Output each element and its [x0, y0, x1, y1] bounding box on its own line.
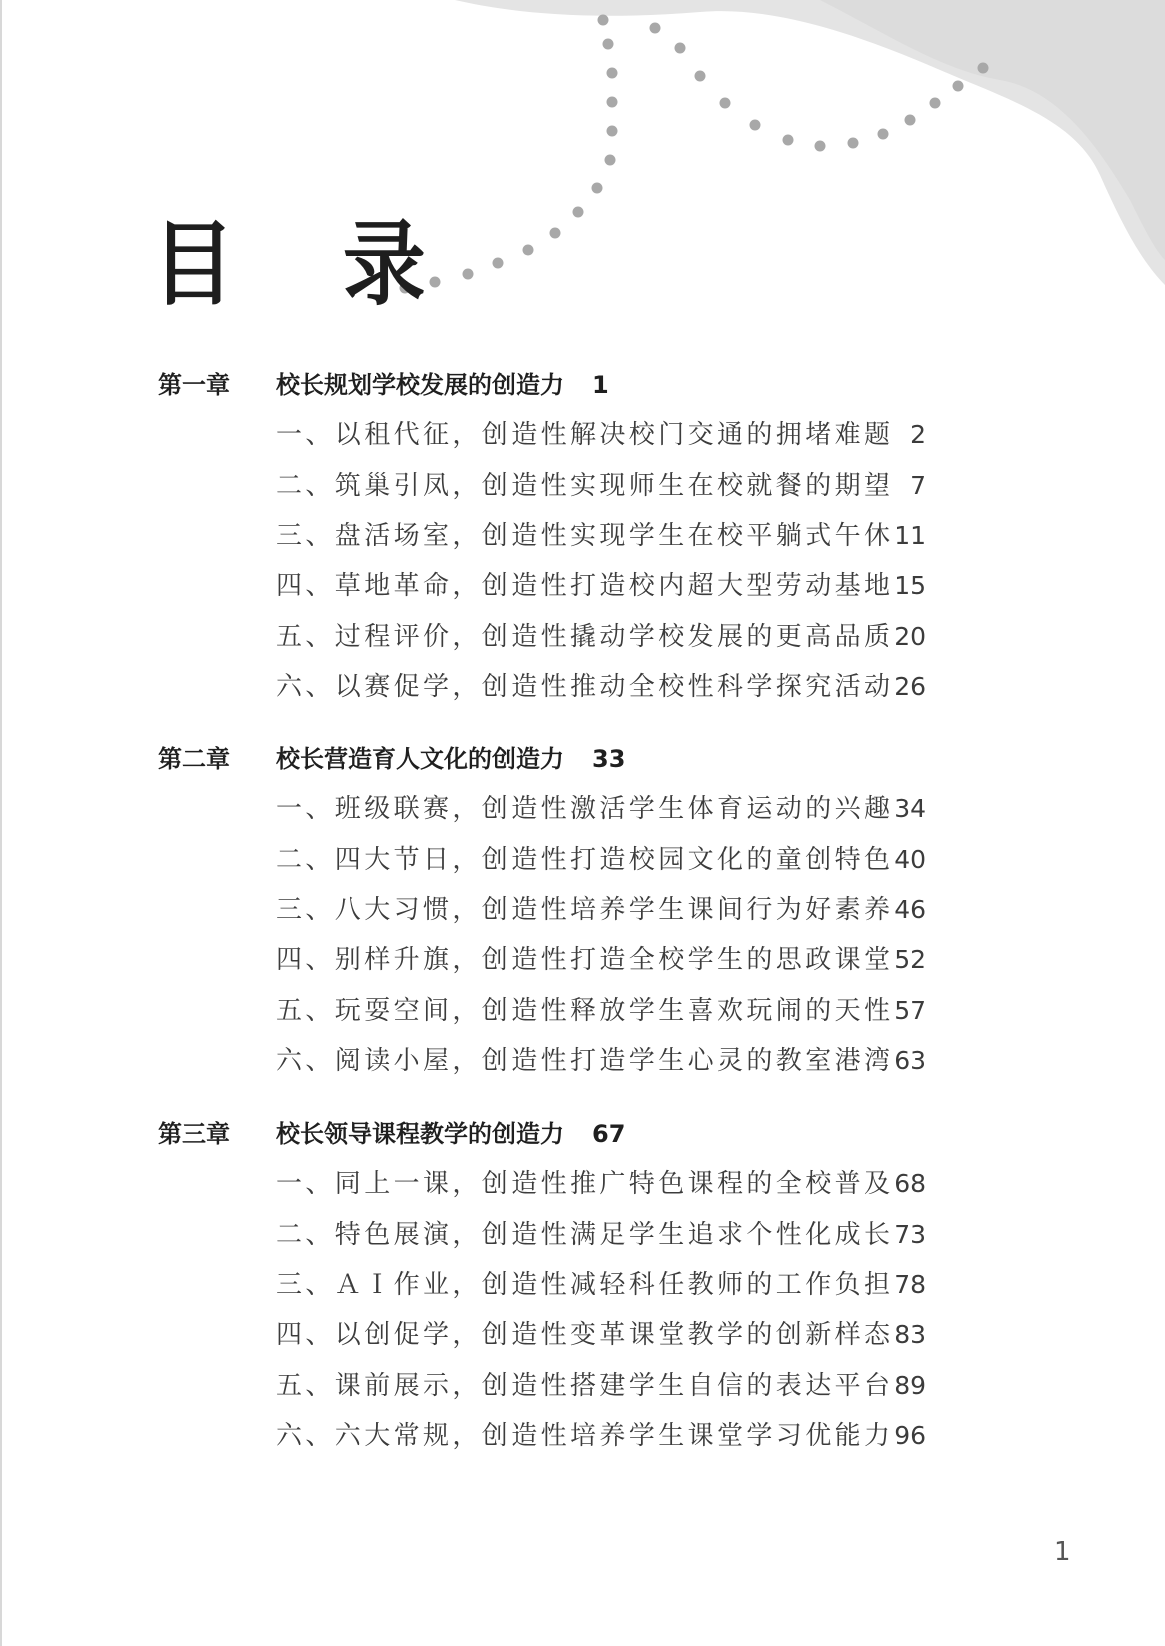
- entry-page-number: 11: [894, 520, 926, 550]
- entry-page-number: 68: [894, 1169, 926, 1199]
- entry-title: 四、以创促学，创造性变革课堂教学的创新样态: [276, 1320, 894, 1351]
- entry-title: 五、课前展示，创造性搭建学生自信的表达平台: [276, 1370, 894, 1401]
- page-title: 目 录: [152, 210, 466, 318]
- entry-page-number: 15: [894, 571, 926, 601]
- chapter-title: 校长营造育人文化的创造力: [276, 745, 564, 773]
- toc-entry[interactable]: [276, 1315, 926, 1355]
- entry-title: 四、草地革命，创造性打造校内超大型劳动基地: [276, 571, 894, 602]
- entry-title: 一、班级联赛，创造性激活学生体育运动的兴趣: [276, 794, 894, 825]
- toc-entry[interactable]: [276, 789, 926, 829]
- entry-title: 六、六大常规，创造性培养学生课堂学习优能力: [276, 1420, 894, 1451]
- entry-page-number: 40: [894, 844, 926, 874]
- toc-entry[interactable]: [276, 617, 926, 657]
- entry-page-number: 2: [910, 420, 926, 450]
- chapter-number: 第一章: [158, 371, 230, 399]
- toc-entry[interactable]: [276, 1416, 926, 1456]
- entry-page-number: 89: [894, 1370, 926, 1400]
- entry-page-number: 63: [894, 1045, 926, 1075]
- entry-title: 一、同上一课，创造性推广特色课程的全校普及: [276, 1169, 894, 1200]
- chapter-title: 校长规划学校发展的创造力: [276, 371, 564, 399]
- chapter-number: 第三章: [158, 1120, 230, 1148]
- entry-title: 三、ＡＩ作业，创造性减轻科任教师的工作负担: [276, 1269, 894, 1300]
- toc-entry[interactable]: [276, 1366, 926, 1406]
- toc-entry[interactable]: [276, 466, 926, 506]
- entry-page-number: 83: [894, 1320, 926, 1350]
- entry-page-number: 57: [894, 995, 926, 1025]
- toc-entry[interactable]: [276, 516, 926, 556]
- entry-page-number: 7: [910, 470, 926, 500]
- toc-entry[interactable]: [276, 840, 926, 880]
- entry-title: 五、过程评价，创造性撬动学校发展的更高品质: [276, 621, 894, 652]
- page-number: 1: [1054, 1537, 1071, 1567]
- toc-entry[interactable]: [276, 940, 926, 980]
- entry-title: 二、特色展演，创造性满足学生追求个性化成长: [276, 1219, 894, 1250]
- toc-entry[interactable]: [276, 415, 926, 455]
- entry-title: 六、阅读小屋，创造性打造学生心灵的教室港湾: [276, 1045, 894, 1076]
- entry-title: 一、以租代征，创造性解决校门交通的拥堵难题: [276, 420, 894, 451]
- entry-page-number: 96: [894, 1420, 926, 1450]
- entry-title: 三、八大习惯，创造性培养学生课间行为好素养: [276, 894, 894, 925]
- chapter-heading[interactable]: [158, 1114, 625, 1154]
- toc-entry[interactable]: [276, 1041, 926, 1081]
- chapter-number: 第二章: [158, 745, 230, 773]
- toc-entry[interactable]: [276, 1215, 926, 1255]
- entry-page-number: 73: [894, 1219, 926, 1249]
- toc-entry[interactable]: [276, 991, 926, 1031]
- entry-title: 四、别样升旗，创造性打造全校学生的思政课堂: [276, 945, 894, 976]
- entry-title: 六、以赛促学，创造性推动全校性科学探究活动: [276, 671, 894, 702]
- entry-title: 二、四大节日，创造性打造校园文化的童创特色: [276, 844, 894, 875]
- entry-page-number: 52: [894, 945, 926, 975]
- chapter-page-number: 67: [592, 1120, 626, 1148]
- entry-page-number: 20: [894, 621, 926, 651]
- entry-page-number: 34: [894, 794, 926, 824]
- toc-entry[interactable]: [276, 1265, 926, 1305]
- entry-page-number: 78: [894, 1269, 926, 1299]
- entry-page-number: 26: [894, 671, 926, 701]
- chapter-heading[interactable]: [158, 365, 609, 405]
- entry-title: 五、玩耍空间，创造性释放学生喜欢玩闹的天性: [276, 995, 894, 1026]
- chapter-page-number: 1: [592, 371, 609, 399]
- chapter-page-number: 33: [592, 745, 626, 773]
- toc-entry[interactable]: [276, 1164, 926, 1204]
- entry-title: 三、盘活场室，创造性实现学生在校平躺式午休: [276, 520, 894, 551]
- entry-title: 二、筑巢引凤，创造性实现师生在校就餐的期望: [276, 470, 894, 501]
- chapter-heading[interactable]: [158, 739, 625, 779]
- chapter-title: 校长领导课程教学的创造力: [276, 1120, 564, 1148]
- toc-entry[interactable]: [276, 667, 926, 707]
- toc-entry[interactable]: [276, 890, 926, 930]
- entry-page-number: 46: [894, 894, 926, 924]
- toc-entry[interactable]: [276, 566, 926, 606]
